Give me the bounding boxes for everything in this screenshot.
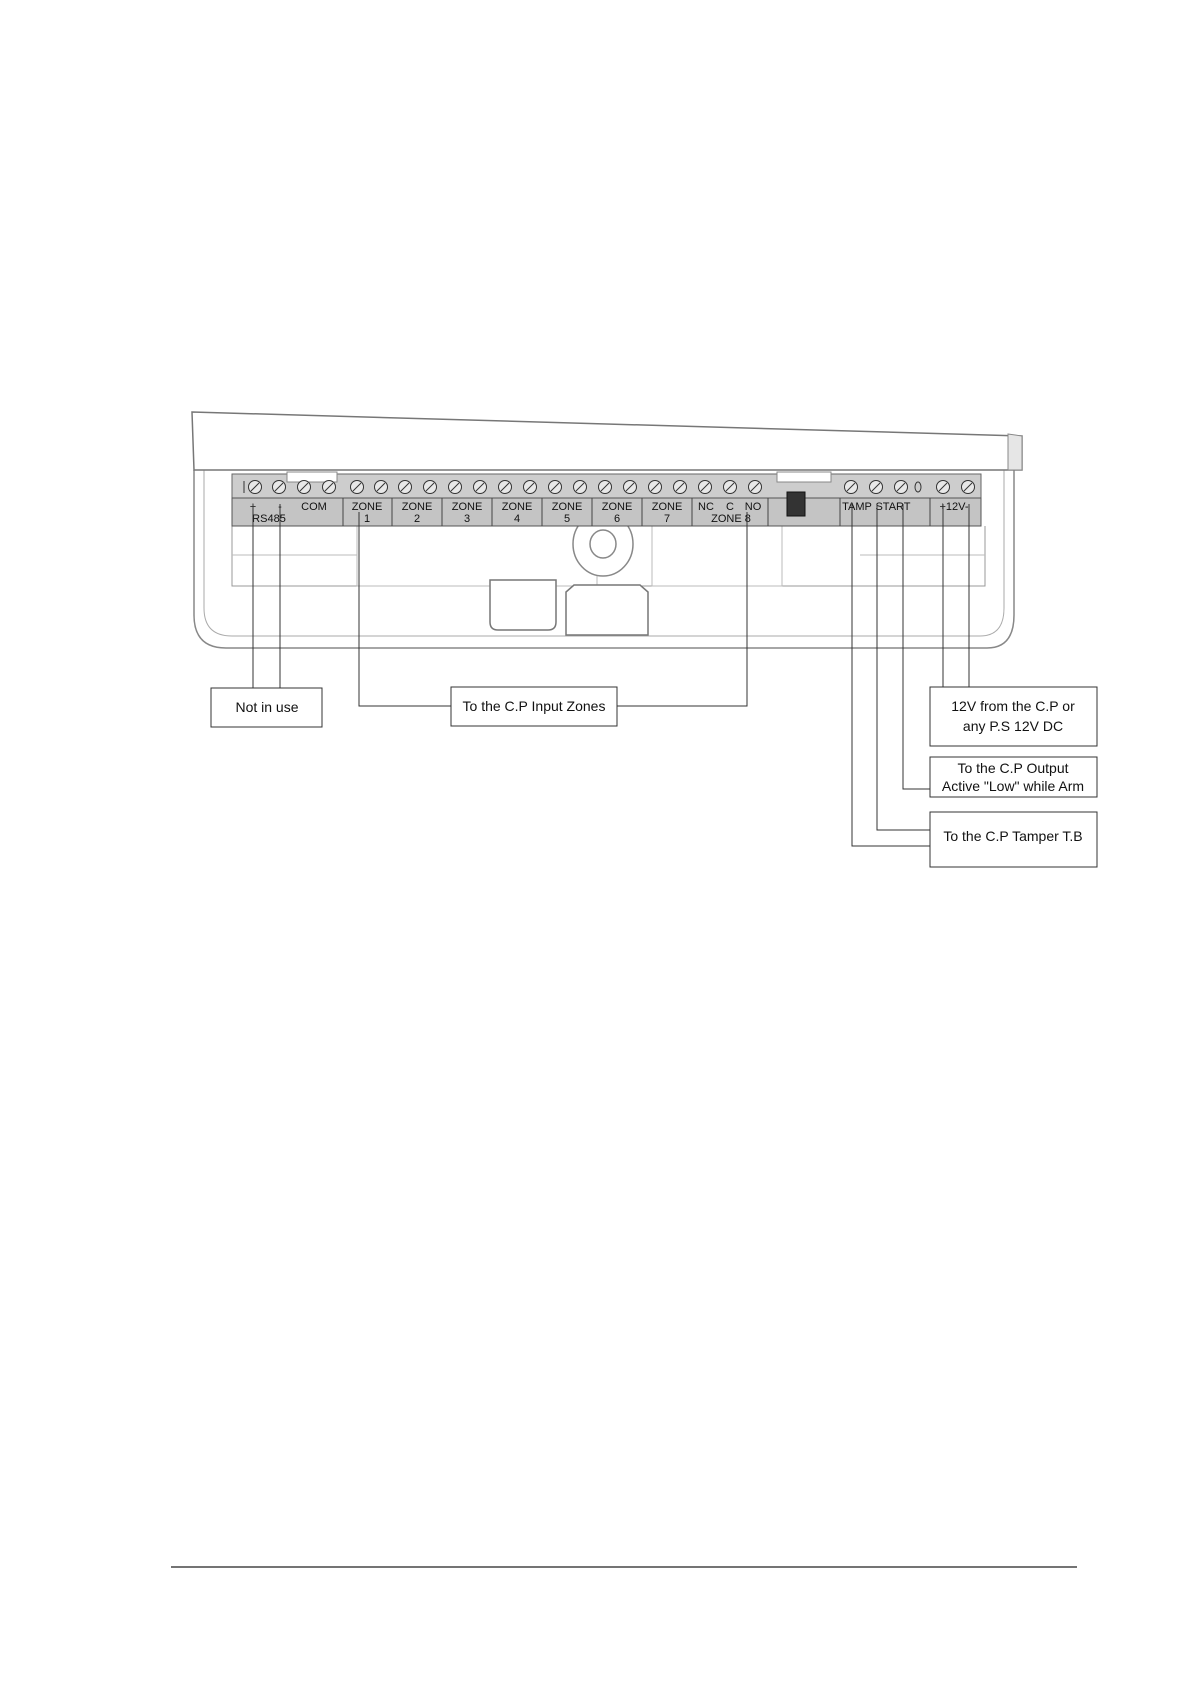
tamper-text: To the C.P Tamper T.B [943,828,1083,844]
terminal-strip [232,472,981,526]
zone8-no-label: NO [744,501,762,513]
zone-word-label: ZONE [551,501,583,513]
power-label: +12V- [939,501,969,513]
com-label: COM [301,501,327,513]
zone-number-label: 6 [613,513,621,525]
rs485-minus-label: - [278,501,282,513]
output-text-line1: To the C.P Output [957,760,1069,776]
callout-input-zones [451,687,617,726]
zone-word-label: ZONE [501,501,533,513]
zone-word-label: ZONE [351,501,383,513]
zone-number-label: 7 [663,513,671,525]
start-label: START [875,501,911,513]
zone-word-label: ZONE [451,501,483,513]
rs485-label: RS485 [252,513,286,525]
rs485-plus-label: + [249,501,257,513]
power-text-line1: 12V from the C.P or [951,698,1075,714]
zone8-nc-label: NC [698,501,714,513]
zone-word-label: ZONE [601,501,633,513]
zone-number-label: 4 [513,513,521,525]
zone-word-label: ZONE [651,501,683,513]
callout-output [930,757,1097,797]
callout-tamper [930,812,1097,867]
zone-number-label: 3 [463,513,471,525]
not-in-use-text: Not in use [235,699,299,715]
zone-number-label: 2 [413,513,421,525]
zone8-label: ZONE 8 [711,513,751,525]
zone-word-label: ZONE [401,501,433,513]
zone8-c-label: C [726,501,734,513]
power-text-line2: any P.S 12V DC [962,718,1064,734]
callout-power [930,687,1097,746]
output-text-line2: Active "Low" while Arm [941,778,1085,794]
housing [192,412,1022,648]
zone-number-label: 1 [363,513,371,525]
input-zones-text: To the C.P Input Zones [462,698,606,714]
zone-number-label: 5 [563,513,571,525]
callout-not-in-use [211,688,322,727]
tamp-label: TAMP [842,501,872,513]
